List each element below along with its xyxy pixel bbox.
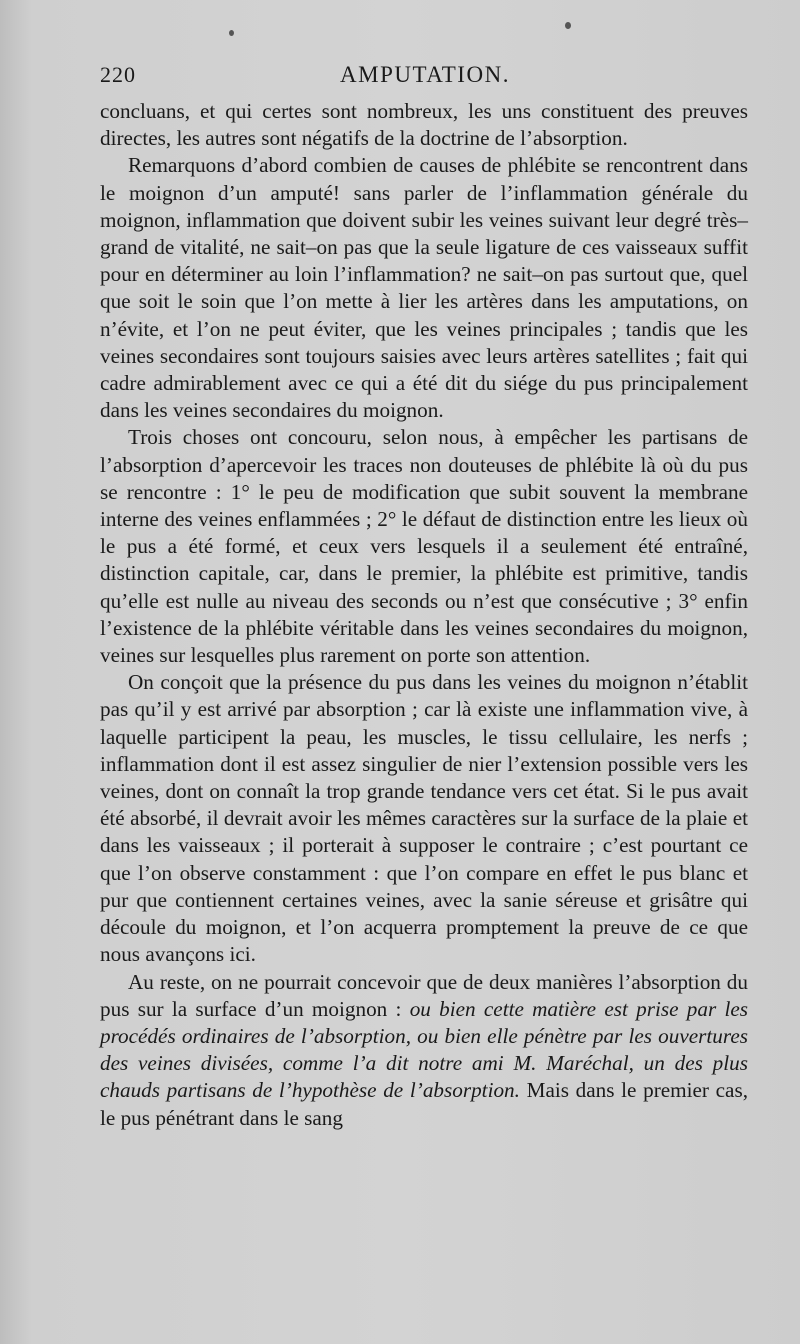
paragraph-text: On conçoit que la présence du pus dans les veines du moignon n’établit pas qu’il y est arrivé par absorption ; car là existe une inflammation vive, à laquelle participent la peau, les muscles, le tissu cellulaire, les nerfs ; inflammation dont il est assez singulier de nier l’extension possible vers les veines, dont on connaît la trop grande tendance vers cet état. Si le pus avait été absorbé, il devrait avoir les mêmes caractères sur la surface de la plaie et dans les vaisseaux ; il porterait à supposer le contraire ; c’est pourtant ce que l’on observe constamment : que l’on compare en effet le pus blanc et pur que contiennent certaines veines, avec la sanie séreuse et grisâtre qui découle du moignon, et l’on acquerra promptement la preuve de ce que nous avançons ici. [100,670,748,967]
paragraph-text: Mais dans le premier cas, le pus pénétrant dans le sang [100,1078,748,1130]
print-speck [229,30,234,36]
paragraph [100,152,748,424]
paragraph-text: concluans, et qui certes sont nombreux, les uns constituent des preuves directes, les autres sont négatifs de la doctrine de l’absorption. [100,99,748,151]
paragraph [100,669,748,968]
print-speck [565,22,571,29]
paragraph [100,969,748,1132]
paragraph [100,98,748,152]
paragraph-text: Au reste, on ne pourrait concevoir que de deux manières l’absorption du pus sur la surface d’un moignon : [100,969,748,1021]
running-head [100,62,750,98]
page-number: 220 [100,62,136,87]
body-text [100,98,748,1132]
paragraph [100,424,748,669]
paragraph-text: Remarquons d’abord combien de causes de phlébite se rencontrent dans le moignon d’un amputé! sans parler de l’inflammation générale du moignon, inflammation que doivent subir les veines suivant leur degré très–grand de vitalité, ne sait–on pas que la seule ligature de ces vaisseaux suffit pour en déterminer au loin l’inflammation? ne sait–on pas surtout que, quel que soit le soin que l’on mette à lier les artères dans les amputations, on n’évite, et l’on ne peut éviter, que les veines principales ; tandis que les veines secondaires sont toujours saisies avec leurs artères satellites ; fait qui cadre admirablement avec ce qui a été dit du siége du pus principalement dans les veines secondaires du moignon. [100,153,748,423]
italic-text: ou bien cette matière est prise par les procédés ordinaires de l’absorption, ou bien elle pénètre par les ouvertures des veines divisées, comme l’a dit notre ami M. Maréchal, un des plus chauds partisans de l’hypothèse de l’absorption. [100,996,748,1103]
paragraph-text: Trois choses ont concouru, selon nous, à empêcher les partisans de l’absorption d’apercevoir les traces non douteuses de phlébite là où du pus se rencontre : 1° le peu de modification que subit souvent la membrane interne des veines enflammées ; 2° le défaut de distinction entre les lieux où le pus a été formé, et ceux vers lesquels il a seulement été entraîné, distinction capitale, car, dans le premier, la phlébite est primitive, tandis qu’elle est nulle au niveau des seconds ou n’est que consécutive ; 3° enfin l’existence de la phlébite véritable dans les veines secondaires du moignon, veines sur lesquelles plus rarement on porte son attention. [100,425,748,668]
running-title: AMPUTATION. [340,62,510,87]
